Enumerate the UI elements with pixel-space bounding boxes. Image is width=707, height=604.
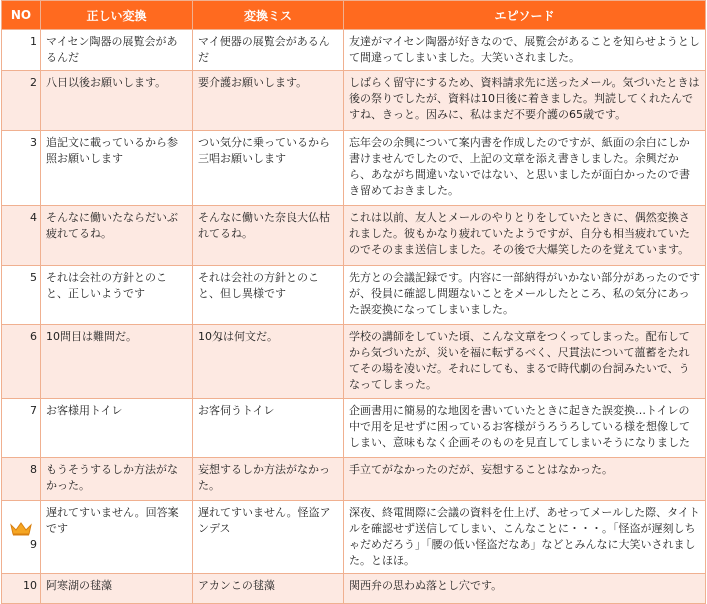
correct-conversion: そんなに働いたならだいぶ疲れてるね。 [41, 206, 193, 266]
correct-conversion: それは会社の方針とのこと、正しいようです [41, 266, 193, 325]
row-number: 6 [2, 325, 41, 399]
table-row [2, 501, 706, 574]
correct-conversion: 10問目は難問だ。 [41, 325, 193, 399]
table-row [2, 30, 706, 71]
episode-text: 学校の講師をしていた頃、こんな文章をつくってしまった。配布してから気づいたが、災いを福に転ずるべく、尺貫法について薀蓄をたれてその場を凌いだ。それにしても、まるで時代劇の台詞みたいで、うなってしまった。 [344, 325, 706, 399]
correct-conversion: マイセン陶器の展覧会があるんだ [41, 30, 193, 71]
correct-conversion: 阿寒湖の毬藻 [41, 574, 193, 604]
correct-conversion: お客様用トイレ [41, 399, 193, 458]
correct-conversion: もうそうするしか方法がなかった。 [41, 458, 193, 501]
table-row [2, 266, 706, 325]
header-error: 変換ミス [193, 1, 344, 30]
episode-text: しばらく留守にするため、資料請求先に送ったメール。気づいたときは後の祭りでしたが、資料は10日後に着きました。判読してくれたんですね、きっと。因みに、私はまだ不要介護の65歳です。 [344, 71, 706, 131]
row-number: 10 [2, 574, 41, 604]
episode-text: これは以前、友人とメールのやりとりをしていたときに、偶然変換されました。彼もかなり疲れていたようですが、自分も相当疲れていたのでそのまま送信しました。その後で大爆笑したのを覚えています。 [344, 206, 706, 266]
correct-conversion: 追記文に載っているから参照お願いします [41, 131, 193, 206]
correct-conversion: 八日以後お願いします。 [41, 71, 193, 131]
header-row [2, 1, 706, 30]
mistaken-conversion: そんなに働いた奈良大仏枯れてるね。 [193, 206, 344, 266]
table-row [2, 325, 706, 399]
mistaken-conversion: つい気分に乗っているから三唱お願いします [193, 131, 344, 206]
conversion-table [1, 0, 706, 604]
mistaken-conversion: マイ便器の展覧会があるんだ [193, 30, 344, 71]
episode-text: 手立てがなかったのだが、妄想することはなかった。 [344, 458, 706, 501]
table-row [2, 206, 706, 266]
row-number: 4 [2, 206, 41, 266]
row-number: 8 [2, 458, 41, 501]
row-number: 9 [30, 537, 37, 551]
episode-text: 企画書用に簡易的な地図を書いていたときに起きた誤変換…トイレの中で用を足せずに困っているお客様がうろうろしている様を想像してしまい、意味もなく企画そのものを見直してしまいそうになりました [344, 399, 706, 458]
mistaken-conversion: 妄想するしか方法がなかった。 [193, 458, 344, 501]
table-row [2, 458, 706, 501]
mistaken-conversion: それは会社の方針とのこと、但し異様です [193, 266, 344, 325]
table-row [2, 71, 706, 131]
episode-text: 先方との会議記録です。内容に一部納得がいかない部分があったのですが、役員に確認し問題ないことをメールしたところ、私の気分にあった誤変換になってしまいました。 [344, 266, 706, 325]
mistaken-conversion: 遅れてすいません。怪盗アンデス [193, 501, 344, 574]
crown-icon [10, 522, 32, 536]
header-episode: エピソード [344, 1, 706, 30]
mistaken-conversion: 10匁は何文だ。 [193, 325, 344, 399]
episode-text: 関西弁の思わぬ落とし穴です。 [344, 574, 706, 604]
episode-text: 深夜、終電間際に会議の資料を仕上げ、あせってメールした際、タイトルを確認せず送信してしまい、こんなことに・・・。「怪盗が遅刻しちゃだめだろう」「腰の低い怪盗だなあ」などとみんなに大笑いされました。とほほ。 [344, 501, 706, 574]
mistaken-conversion: 要介護お願いします。 [193, 71, 344, 131]
row-number-cell [2, 501, 41, 574]
table-row [2, 131, 706, 206]
row-number: 5 [2, 266, 41, 325]
episode-text: 友達がマイセン陶器が好きなので、展覧会があることを知らせようとして間違ってしまいました。大笑いされました。 [344, 30, 706, 71]
row-number: 1 [2, 30, 41, 71]
table-row [2, 574, 706, 604]
row-number: 7 [2, 399, 41, 458]
mistaken-conversion: アカンこの毬藻 [193, 574, 344, 604]
row-number: 2 [2, 71, 41, 131]
episode-text: 忘年会の余興について案内書を作成したのですが、紙面の余白にしか書けませんでしたので、上記の文章を添え書きしました。余興だから、あながち間違いないではない、と思いましたが面白かったので書き留めておきました。 [344, 131, 706, 206]
header-correct: 正しい変換 [41, 1, 193, 30]
row-number: 3 [2, 131, 41, 206]
header-no: NO [2, 1, 41, 30]
correct-conversion: 遅れてすいません。回答案です [41, 501, 193, 574]
table-row [2, 399, 706, 458]
mistaken-conversion: お客伺うトイレ [193, 399, 344, 458]
